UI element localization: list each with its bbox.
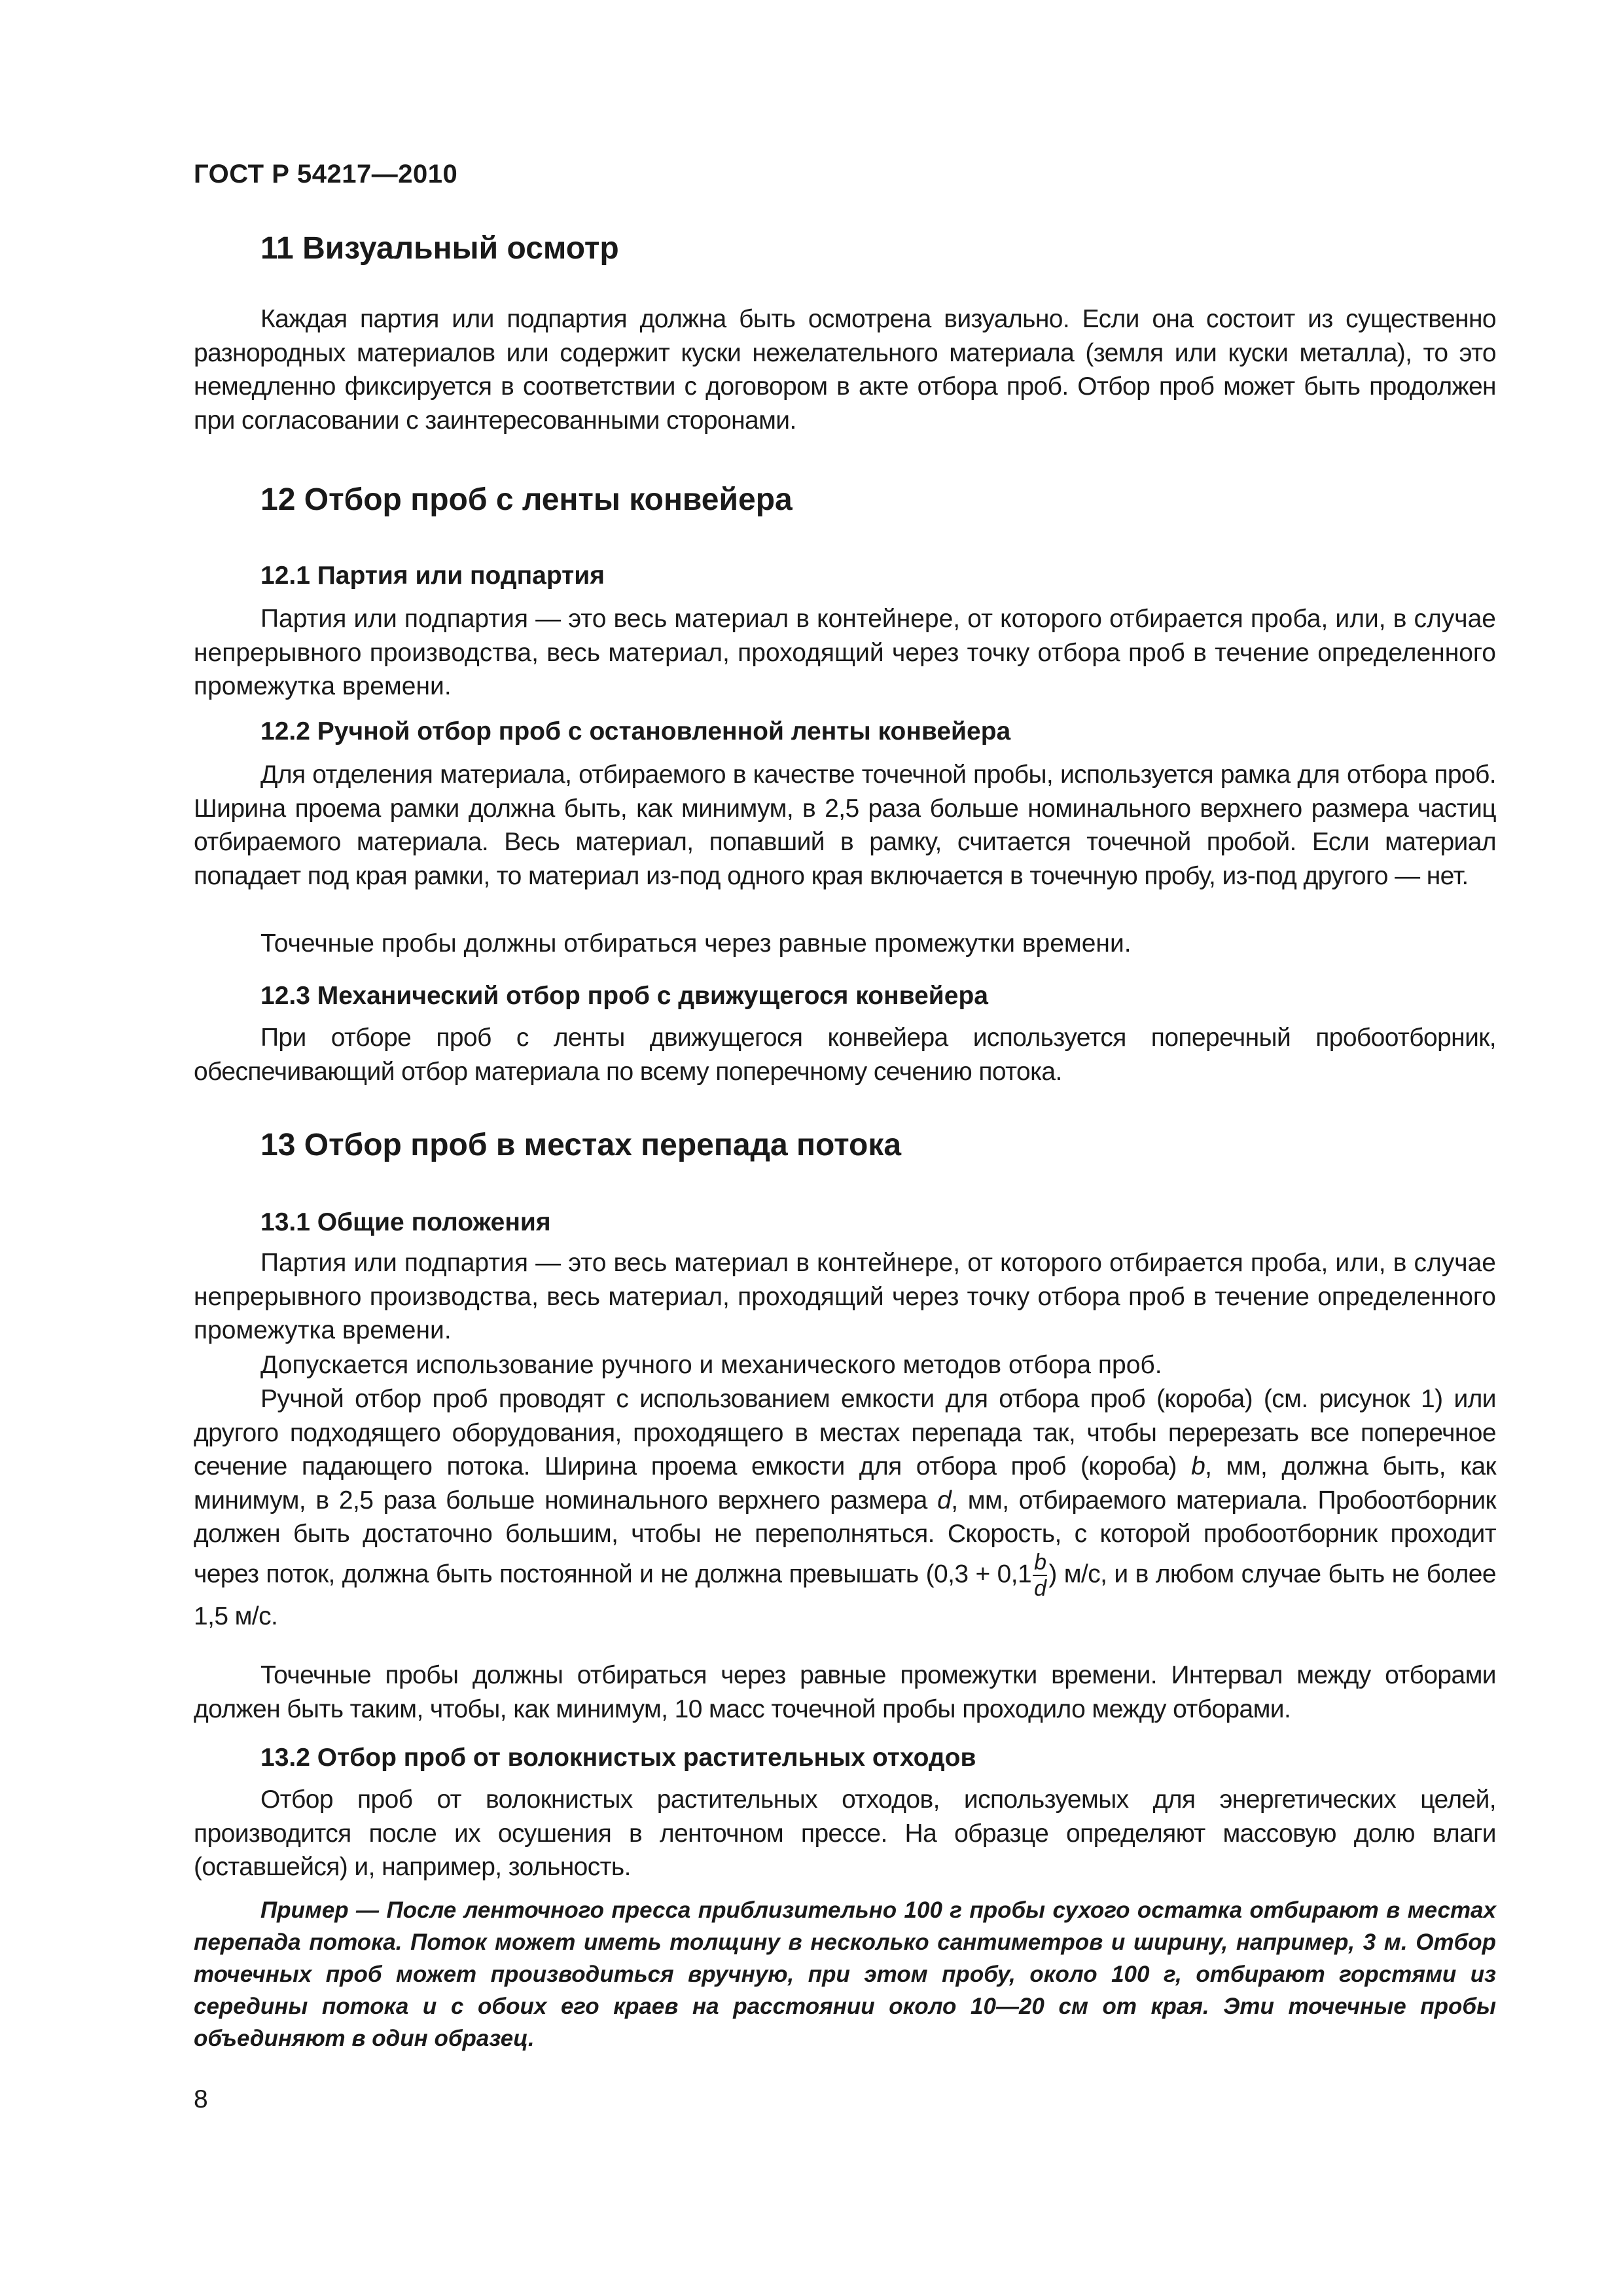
section-12-2-paragraph-1: Для отделения материала, отбираемого в качестве точечной пробы, используется рамка для отбора проб. Ширина проема рамки должна быть, как минимум, в 2,5 раза больше номинального верхнего размера частиц отбираемого материала. Весь материал, попавший в рамку, считается точечной пробой. Если материал попадает под края рамки, то материал из-под одного края включается в точечную пробу, из-под другого — нет. xyxy=(194,761,1496,890)
section-13-1-paragraph-4: Точечные пробы должны отбираться через равные промежутки времени. Интервал между отборами должен быть таким, чтобы, как минимум, 10 масс точечной пробы проходило между отборами. xyxy=(194,1661,1496,1723)
variable-d: d xyxy=(937,1486,952,1515)
p3-text-d: ) м/с, и в любом случае быть не более 1,5 м/с. xyxy=(194,1559,1496,1630)
fraction-denominator: d xyxy=(1034,1575,1046,1601)
section-12-2-heading: 12.2 Ручной отбор проб с остановленной ленты конвейера xyxy=(260,717,1011,745)
section-12-heading: 12 Отбор проб с ленты конвейера xyxy=(260,482,793,517)
p3-text-a: Ручной отбор проб проводят с использованием емкости для отбора проб (короба) (см. рисунок 1) или другого подходящего оборудования, проходящего в местах перепада так, чтобы перерезать все поперечное сечение падающего потока. Ширина проема емкости для отбора проб (короба) xyxy=(194,1385,1496,1480)
section-12-1-paragraph: Партия или подпартия — это весь материал в контейнере, от которого отбирается проба, или, в случае непрерывного производства, весь материал, проходящий через точку отбора проб в течение определенного промежутка времени. xyxy=(194,605,1496,700)
fraction-numerator: b xyxy=(1034,1549,1046,1575)
section-12-3-heading: 12.3 Механический отбор проб с движущегося конвейера xyxy=(260,982,988,1010)
variable-b: b xyxy=(1191,1452,1205,1480)
document-code: ГОСТ Р 54217—2010 xyxy=(194,160,458,188)
section-11-heading: 11 Визуальный осмотр xyxy=(260,231,619,266)
page-number: 8 xyxy=(194,2085,208,2113)
section-13-1-paragraph-3 xyxy=(194,1382,1496,1633)
section-13-1-paragraph-1: Партия или подпартия — это весь материал в контейнере, от которого отбирается проба, или, в случае непрерывного производства, весь материал, проходящий через точку отбора проб в течение определенного промежутка времени. xyxy=(194,1249,1496,1344)
section-13-heading: 13 Отбор проб в местах перепада потока xyxy=(260,1128,902,1162)
fraction-b-over-d xyxy=(1033,1551,1047,1600)
section-12-2-paragraph-2: Точечные пробы должны отбираться через равные промежутки времени. xyxy=(260,929,1132,958)
section-13-2-paragraph: Отбор проб от волокнистых растительных отходов, используемых для энергетических целей, производится после их осушения в ленточном прессе. На образце определяют массовую долю влаги (оставшейся) и, например, зольность. xyxy=(194,1785,1496,1881)
section-13-2-heading: 13.2 Отбор проб от волокнистых растительных отходов xyxy=(260,1744,976,1772)
section-11-paragraph: Каждая партия или подпартия должна быть осмотрена визуально. Если она состоит из существенно разнородных материалов или содержит куски нежелательного материала (земля или куски металла), то это немедленно фиксируется в соответствии с договором в акте отбора проб. Отбор проб может быть продолжен при согласовании с заинтересованными сторонами. xyxy=(194,305,1496,435)
p3-text-b: , мм, должна быть, как минимум, в 2,5 раза больше номинального верхнего размера xyxy=(194,1452,1496,1515)
section-12-1-heading: 12.1 Партия или подпартия xyxy=(260,562,605,590)
section-13-1-heading: 13.1 Общие положения xyxy=(260,1208,551,1236)
section-13-1-paragraph-2: Допускается использование ручного и механического методов отбора проб. xyxy=(260,1351,1162,1379)
example-note: Пример — После ленточного пресса приблизительно 100 г пробы сухого остатка отбирают в местах перепада потока. Поток может иметь толщину в несколько сантиметров и ширину, например, 3 м. Отбор точечных проб может производиться вручную, при этом пробу, около 100 г, отбирают горстями из середины потока и с обоих его краев на расстоянии около 10—20 см от края. Эти точечные пробы объединяют в один образец. xyxy=(194,1897,1496,2051)
section-12-3-paragraph: При отборе проб с ленты движущегося конвейера используется поперечный пробоотборник, обеспечивающий отбор материала по всему поперечному сечению потока. xyxy=(194,1024,1496,1086)
p3-text-c: , мм, отбираемого материала. Пробоотборник должен быть достаточно большим, чтобы не переполняться. Скорость, с которой пробоотборник проходит через поток, должна быть постоянной и не должна превышать (0,3 + 0,1 xyxy=(194,1486,1496,1588)
